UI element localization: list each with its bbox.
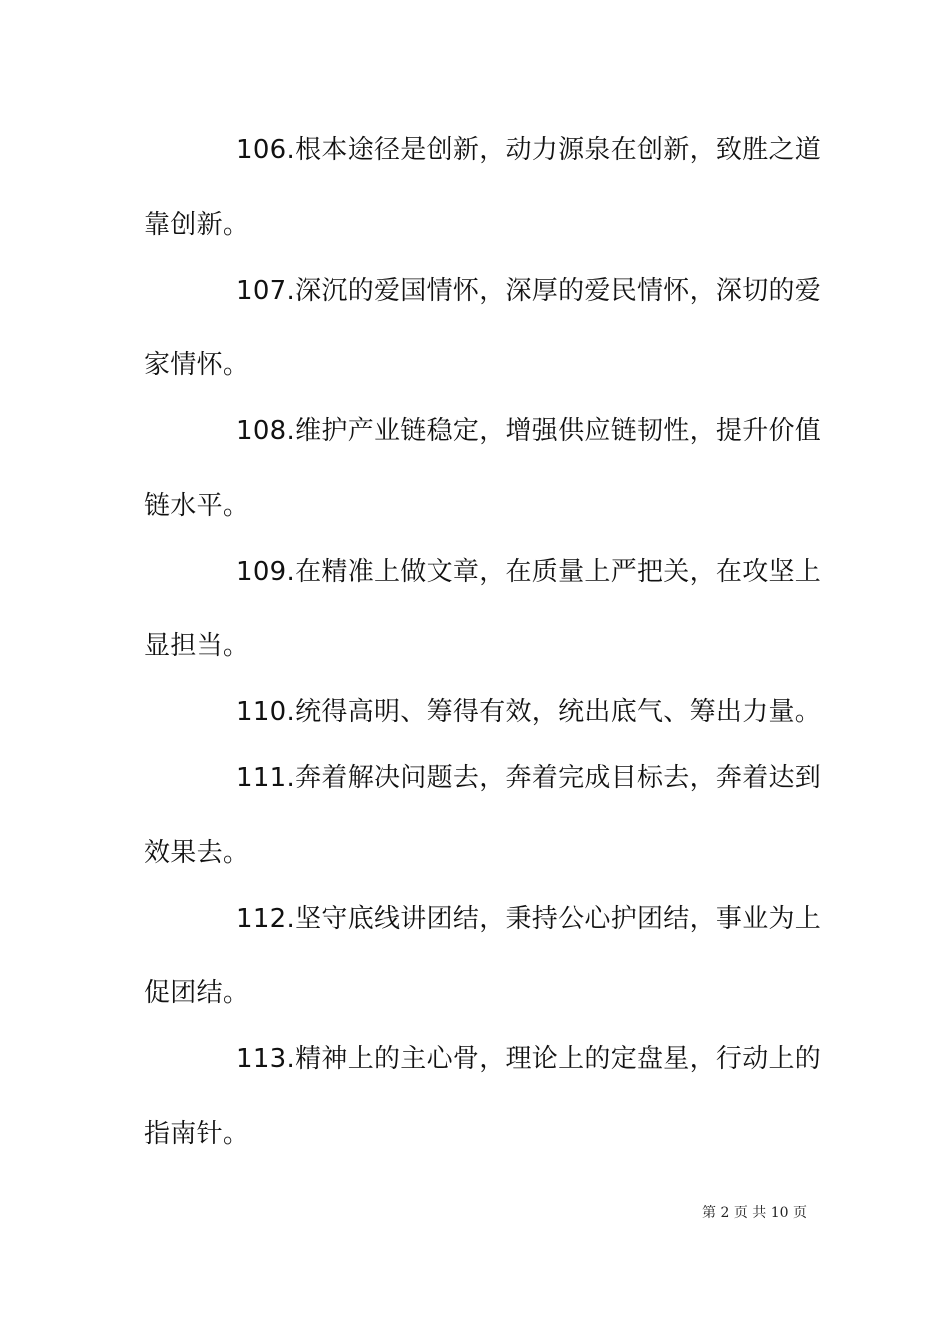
item-106-line2: 靠创新。 [144,210,250,240]
item-112-line1: 112.坚守底线讲团结，秉持公心护团结，事业为上 [236,904,822,934]
page-number-footer: 第 2 页 共 10 页 [702,1205,807,1221]
item-113-line2: 指南针。 [144,1119,250,1149]
item-111-line1: 111.奔着解决问题去，奔着完成目标去，奔着达到 [236,763,822,793]
item-110-line1: 110.统得高明、筹得有效，统出底气、筹出力量。 [236,697,822,727]
item-109-line1: 109.在精准上做文章，在质量上严把关，在攻坚上 [236,557,822,587]
item-107-line2: 家情怀。 [144,350,250,380]
item-106-line1: 106.根本途径是创新，动力源泉在创新，致胜之道 [236,135,822,165]
item-112-line2: 促团结。 [144,978,250,1008]
item-111-line2: 效果去。 [144,838,250,868]
item-108-line2: 链水平。 [144,491,250,521]
item-109-line2: 显担当。 [144,631,250,661]
item-113-line1: 113.精神上的主心骨，理论上的定盘星，行动上的 [236,1044,822,1074]
item-108-line1: 108.维护产业链稳定，增强供应链韧性，提升价值 [236,416,822,446]
item-107-line1: 107.深沉的爱国情怀，深厚的爱民情怀，深切的爱 [236,276,822,306]
